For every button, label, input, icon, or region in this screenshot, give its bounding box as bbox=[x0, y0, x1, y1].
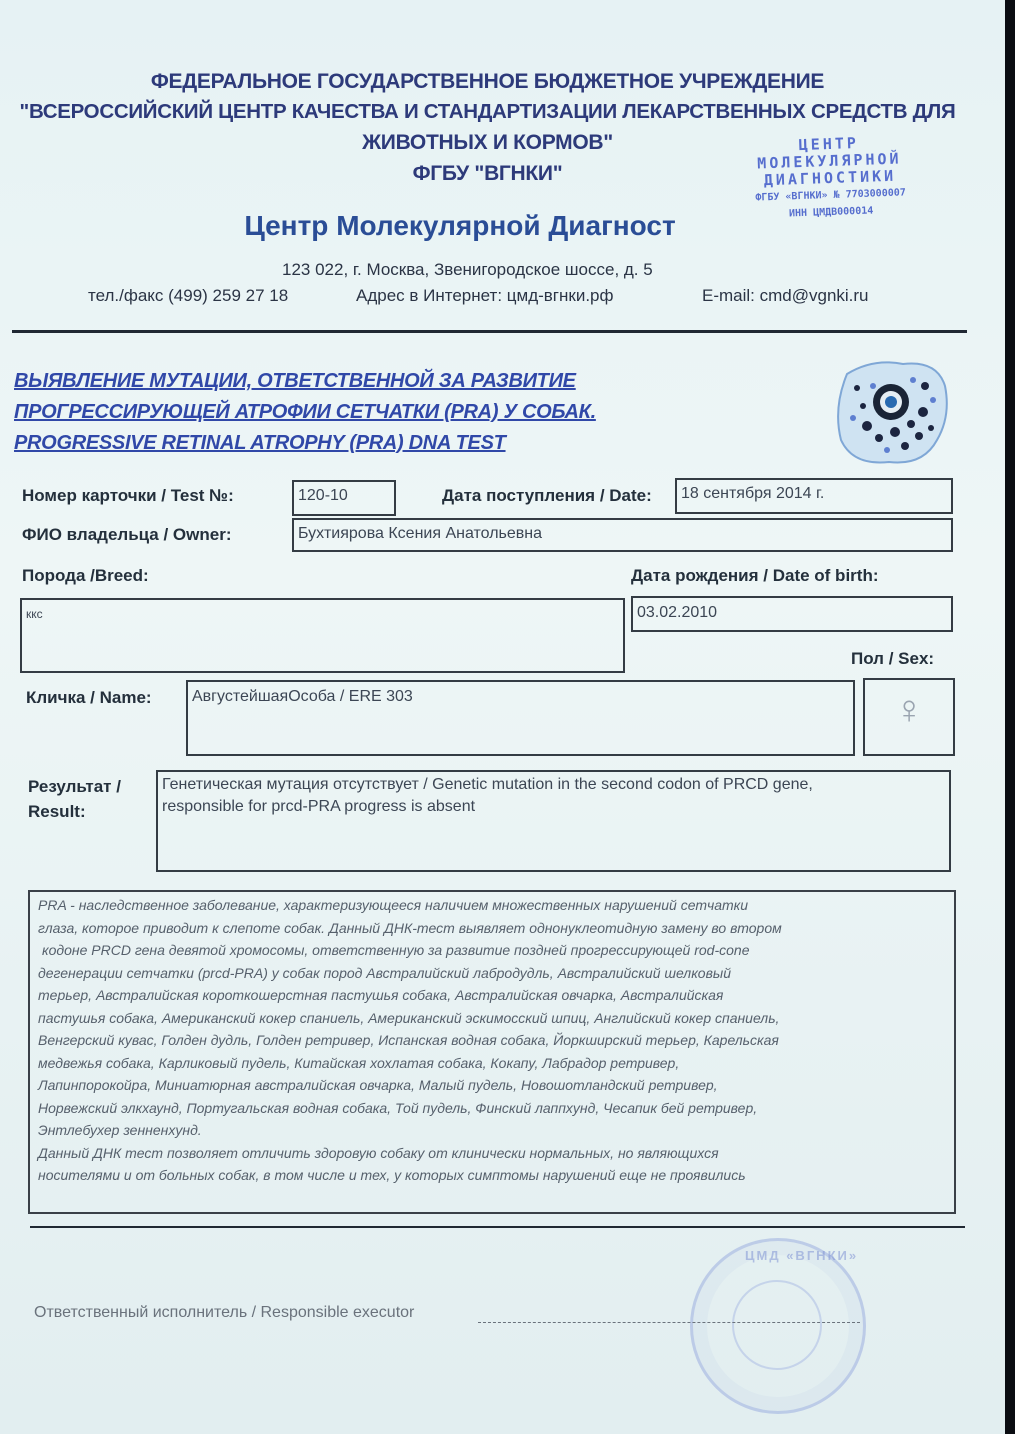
phone: тел./факс (499) 259 27 18 bbox=[88, 286, 289, 305]
result-text-line-1: Генетическая мутация отсутствует / Genetic mutation in the second codon of PRCD gene, bbox=[162, 776, 813, 793]
footer-divider bbox=[30, 1226, 965, 1228]
description-line: Данный ДНК тест позволяет отличить здоровую собаку от клинически нормальных, но являющихся bbox=[38, 1144, 719, 1161]
round-seal-inner bbox=[732, 1280, 822, 1370]
description-line: Норвежский элкхаунд, Португальская водная собака, Той пудель, Финский лаппхунд, Чесапик бей ретривер, bbox=[38, 1099, 758, 1116]
description-line: PRA - наследственное заболевание, характеризующееся наличием множественных нарушений сетчатки bbox=[38, 897, 749, 913]
result-field bbox=[156, 770, 951, 872]
description-line: дегенерации сетчатки (prcd-PRA) у собак пород Австралийский лабродудль, Австралийский шелковый bbox=[38, 964, 731, 981]
website: Адрес в Интернет: цмд-вгнки.рф bbox=[356, 286, 614, 305]
sex-label: Пол / Sex: bbox=[851, 649, 935, 668]
test-number-label: Номер карточки / Test №: bbox=[22, 486, 234, 505]
date-received-label: Дата поступления / Date: bbox=[442, 486, 652, 505]
result-label-ru: Результат / bbox=[28, 777, 121, 796]
address: 123 022, г. Москва, Звенигородское шоссе, д. 5 bbox=[282, 260, 653, 279]
test-title-line-2: ПРОГРЕССИРУЮЩЕЙ АТРОФИИ СЕТЧАТКИ (PRA) У СОБАК. bbox=[14, 401, 596, 423]
date-received-field: 18 сентября 2014 г. bbox=[675, 478, 953, 514]
description-line: Венгерский кувас, Голден дудль, Голден ретривер, Испанская водная собака, Йоркширский терьер, Карельская bbox=[38, 1032, 779, 1048]
email: E-mail: cmd@vgnki.ru bbox=[702, 286, 869, 305]
test-title-line-3: PROGRESSIVE RETINAL ATROPHY (PRA) DNA TEST bbox=[14, 432, 506, 454]
description-line: глаза, которое приводит к слепоте собак. Данный ДНК-тест выявляет однонуклеотидную замену во втором bbox=[38, 919, 782, 936]
owner-label: ФИО владельца / Owner: bbox=[22, 525, 232, 544]
executor-label: Ответственный исполнитель / Responsible executor bbox=[34, 1304, 415, 1321]
test-title-line-1: ВЫЯВЛЕНИЕ МУТАЦИИ, ОТВЕТСТВЕННОЙ ЗА РАЗВИТИЕ bbox=[14, 370, 576, 392]
test-number-field: 120-10 bbox=[292, 480, 396, 516]
result-text-line-2: responsible for prcd-PRA progress is absent bbox=[162, 798, 476, 815]
description-line: кодоне PRCD гена девятой хромосомы, ответственную за развитие поздней прогрессирующей rod-cone bbox=[42, 942, 750, 958]
description-line: Лапинпорокойра, Миниатюрная австралийская овчарка, Малый пудель, Новошотландский ретривер, bbox=[38, 1077, 718, 1093]
pra-description bbox=[28, 890, 956, 1214]
owner-field: Бухтиярова Ксения Анатольевна bbox=[292, 518, 953, 552]
result-label-en: Result: bbox=[28, 802, 86, 821]
breed-label: Порода /Breed: bbox=[22, 566, 149, 585]
seal-text: ЦМД «ВГНКИ» bbox=[745, 1248, 859, 1263]
description-line: медвежья собака, Карликовый пудель, Китайская хохлатая собака, Кокапу, Лабрадор ретривер, bbox=[38, 1054, 680, 1071]
org-line-1: ФЕДЕРАЛЬНОЕ ГОСУДАРСТВЕННОЕ БЮДЖЕТНОЕ УЧРЕЖДЕНИЕ bbox=[150, 70, 825, 93]
org-line-4: ФГБУ "ВГНКИ" bbox=[412, 162, 563, 185]
description-line: носителями и от больных собак, в том числе и тех, у которых симптомы нарушений еще не проявились bbox=[38, 1167, 746, 1183]
dog-name-field: АвгустейшаяОсоба / ERE 303 bbox=[186, 680, 855, 756]
description-line: Энтлебухер зенненхунд. bbox=[38, 1122, 202, 1138]
signature-line bbox=[478, 1322, 860, 1323]
female-sex-icon: ♀ bbox=[863, 678, 955, 756]
dob-label: Дата рождения / Date of birth: bbox=[631, 566, 879, 585]
org-line-3: ЖИВОТНЫХ И КОРМОВ" bbox=[362, 131, 613, 154]
description-line: пастушья собака, Американский кокер спаниель, Американский эскимосский шпиц, Английский кокер спаниель, bbox=[38, 1009, 780, 1026]
center-name: Центр Молекулярной Диагност bbox=[244, 210, 676, 241]
center-stamp: ЦЕНТР МОЛЕКУЛЯРНОЙ ДИАГНОСТИКИ ФГБУ «ВГНКИ» № 7703000007 ИНН ЦМДВ000014 bbox=[755, 133, 906, 220]
org-line-2: "ВСЕРОССИЙСКИЙ ЦЕНТР КАЧЕСТВА И СТАНДАРТИЗАЦИИ ЛЕКАРСТВЕННЫХ СРЕДСТВ ДЛЯ bbox=[19, 100, 956, 123]
name-label: Кличка / Name: bbox=[26, 688, 152, 707]
header-divider bbox=[12, 330, 967, 333]
dna-logo-icon bbox=[833, 356, 951, 470]
breed-field: ккс bbox=[20, 598, 625, 673]
description-line: терьер, Австралийская короткошерстная пастушья собака, Австралийская овчарка, Австралийская bbox=[38, 987, 724, 1003]
dob-field: 03.02.2010 bbox=[631, 596, 953, 632]
